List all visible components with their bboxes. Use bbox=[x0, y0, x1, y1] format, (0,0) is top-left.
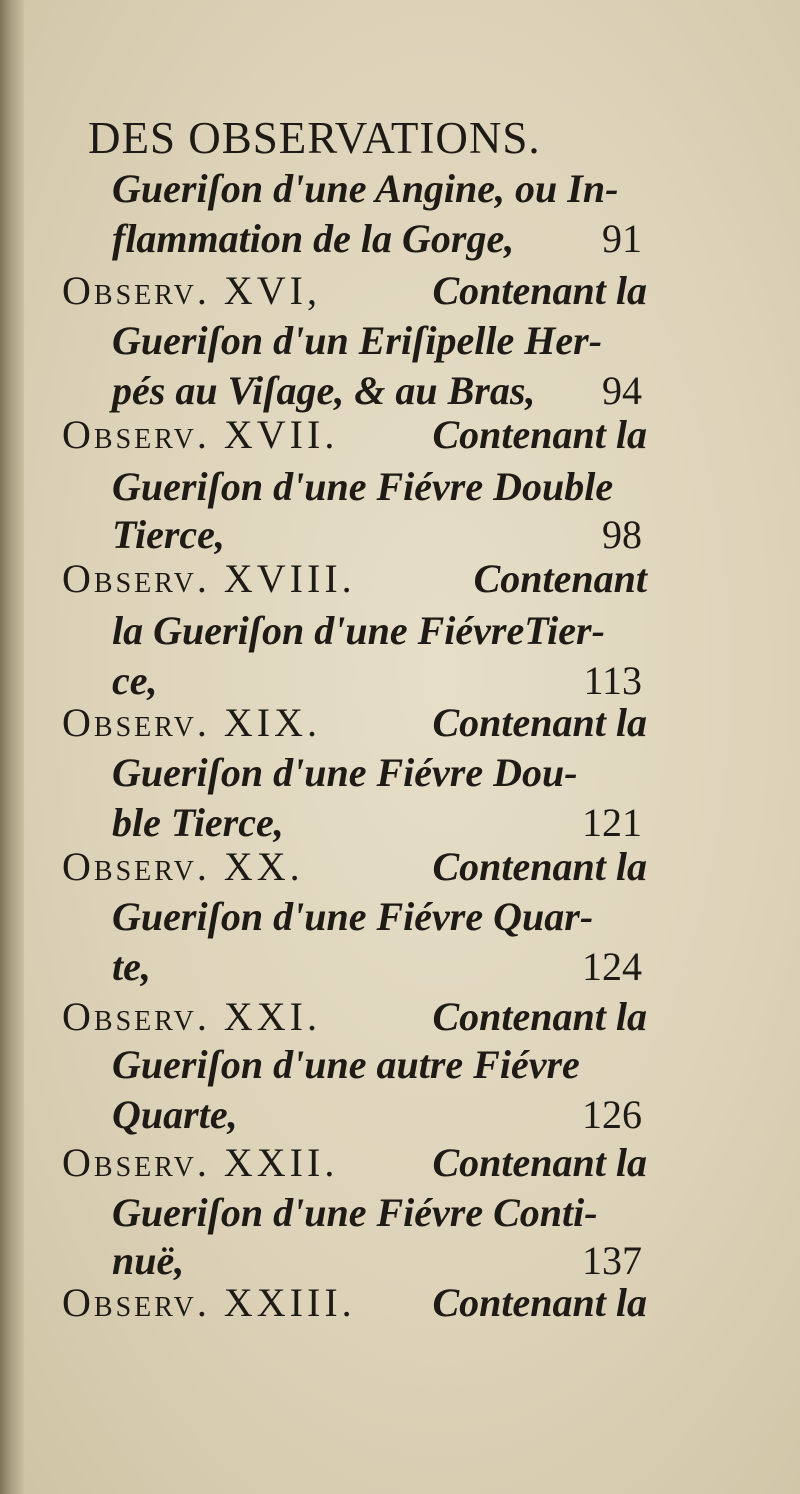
observation-head-text: Contenant la bbox=[432, 1280, 647, 1325]
page-number: 94 bbox=[602, 368, 642, 413]
page-gutter bbox=[0, 0, 24, 1494]
observation-head-text: Contenant la bbox=[432, 1140, 647, 1185]
toc-line-text: Gueriſon d'une Angine, ou In- bbox=[112, 166, 619, 211]
toc-line-text: pés au Viſage, & au Bras, bbox=[112, 368, 536, 413]
observation-numeral: XX. bbox=[223, 844, 304, 889]
observation-numeral: XIX. bbox=[223, 700, 321, 745]
page-number: 98 bbox=[602, 512, 642, 557]
observation-numeral: XXII. bbox=[223, 1140, 339, 1185]
toc-line-text: te, bbox=[112, 944, 151, 989]
observation-label: Observ. bbox=[62, 556, 210, 601]
toc-line-text: Gueriſon d'une Fiévre Double bbox=[112, 464, 614, 509]
toc-line-text: Quarte, bbox=[112, 1092, 238, 1137]
observation-label: Observ. bbox=[62, 1140, 210, 1185]
page-header: DES OBSERVATIONS. bbox=[88, 113, 541, 163]
observation-head-text: Contenant la bbox=[432, 844, 647, 889]
observation-head-text: Contenant bbox=[473, 556, 647, 601]
page-number: 113 bbox=[583, 658, 642, 703]
toc-line-text: nuë, bbox=[112, 1238, 185, 1283]
page-number: 137 bbox=[582, 1238, 642, 1283]
page-number: 91 bbox=[602, 216, 642, 261]
observation-numeral: XVIII. bbox=[223, 556, 356, 601]
toc-line-text: Gueriſon d'une Fiévre Quar- bbox=[112, 894, 594, 939]
observation-label: Observ. bbox=[62, 412, 210, 457]
observation-numeral: XVI, bbox=[223, 268, 321, 313]
observation-head-text: Contenant la bbox=[432, 700, 647, 745]
observation-label: Observ. bbox=[62, 1280, 210, 1325]
observation-label: Observ. bbox=[62, 844, 210, 889]
observation-label: Observ. bbox=[62, 268, 210, 313]
toc-line-text: Gueriſon d'un Eriſipelle Her- bbox=[112, 318, 603, 363]
observation-heading bbox=[62, 1268, 647, 1338]
page-number: 126 bbox=[582, 1092, 642, 1137]
toc-line-text: Gueriſon d'une autre Fiévre bbox=[112, 1042, 580, 1087]
observation-numeral: XXI. bbox=[223, 994, 321, 1039]
observation-label: Observ. bbox=[62, 994, 210, 1039]
observation-numeral: XVII. bbox=[223, 412, 339, 457]
toc-line-text: flammation de la Gorge, bbox=[112, 216, 515, 261]
observation-head-text: Contenant la bbox=[432, 994, 647, 1039]
toc-line-text: la Gueriſon d'une FiévreTier- bbox=[112, 608, 605, 653]
toc-line-text: Gueriſon d'une Fiévre Conti- bbox=[112, 1190, 598, 1235]
toc-line-text: ce, bbox=[112, 658, 158, 703]
observation-head-text: Contenant la bbox=[432, 412, 647, 457]
toc-line-text: ble Tierce, bbox=[112, 800, 284, 845]
toc-line-text: Tierce, bbox=[112, 512, 225, 557]
observation-label: Observ. bbox=[62, 700, 210, 745]
toc-line-text: Gueriſon d'une Fiévre Dou- bbox=[112, 750, 578, 795]
page-number: 121 bbox=[582, 800, 642, 845]
observation-numeral: XXIII. bbox=[223, 1280, 356, 1325]
page-number: 124 bbox=[582, 944, 642, 989]
observation-head-text: Contenant la bbox=[432, 268, 647, 313]
